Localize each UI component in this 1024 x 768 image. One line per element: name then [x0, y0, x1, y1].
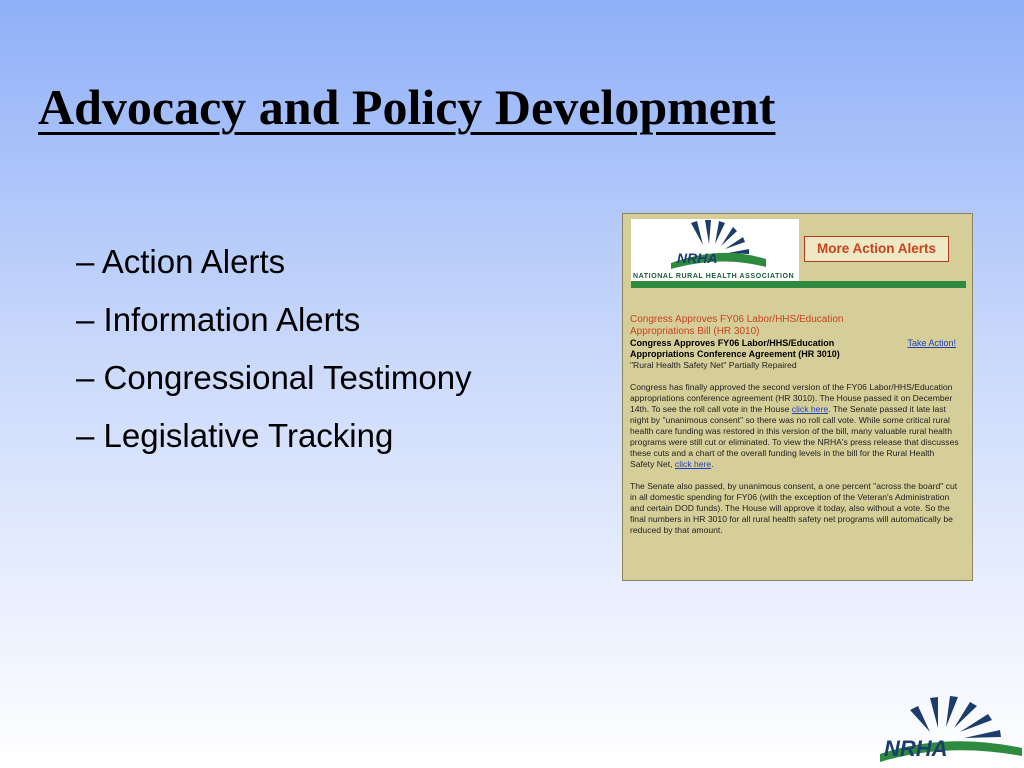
alert-headline-red: Congress Approves FY06 Labor/HHS/Education Appropriations Bill (HR 3010) — [630, 314, 844, 337]
nrha-logo — [631, 219, 799, 281]
logo-caption: NATIONAL RURAL HEALTH ASSOCIATION — [633, 273, 795, 280]
bullet-congressional-testimony: – Congressional Testimony — [76, 359, 472, 396]
bullet-action-alerts: – Action Alerts — [76, 243, 286, 280]
press-release-link[interactable]: click here — [674, 459, 712, 469]
sunburst-icon — [631, 219, 799, 281]
alert-article — [630, 314, 960, 536]
nrha-corner-logo — [876, 694, 1024, 768]
paragraph-1-text-c: . — [711, 459, 714, 469]
corner-logo-text: NRHA — [884, 736, 948, 761]
header-divider — [631, 281, 966, 288]
alert-subtitle: "Rural Health Safety Net" Partially Repaired — [630, 360, 797, 370]
paragraph-1-text-a: Congress has finally approved the second version of the FY06 Labor/HHS/Education appropriations conference agreement (HR 3010). The House passed it on December 14th. To see the roll call vote in the House — [630, 382, 953, 414]
logo-text: NRHA — [677, 250, 718, 266]
alert-paragraph-2: The Senate also passed, by unanimous consent, a one percent "across the board" cut in all domestic spending for FY06 (with the exception of the Veteran's Administration and certain DOD funds). The House will approve it today, also without a vote. So the final numbers in HR 3010 for all rural health safety net programs will automatically be reduced by that amount. — [630, 481, 958, 535]
alert-headline-bold: Congress Approves FY06 Labor/HHS/Education Appropriations Conference Agreement (HR 3010) — [630, 338, 840, 359]
take-action-link[interactable]: Take Action! — [907, 338, 956, 348]
bullet-legislative-tracking: – Legislative Tracking — [76, 417, 394, 454]
bullet-information-alerts: – Information Alerts — [76, 301, 361, 338]
nrha-sunburst-icon — [876, 694, 1024, 768]
slide-title: Advocacy and Policy Development — [38, 79, 776, 135]
action-alert-screenshot — [622, 213, 973, 581]
bullet-list — [76, 240, 472, 472]
more-action-alerts-button[interactable]: More Action Alerts — [804, 236, 949, 262]
paragraph-1-text-b: . The Senate passed it late last night by "unanimous consent" so there was no roll call vote. While some critical rural health care funding was restored in this version of the bill, many valuable rural health programs were still cut or eliminated. To view the NRHA's press release that discusses these cuts and a chart of the overall funding levels in the bill for the Rural Health Safety Net, — [630, 404, 959, 469]
alert-paragraph-1 — [630, 382, 960, 470]
roll-call-link[interactable]: click here — [791, 404, 829, 414]
